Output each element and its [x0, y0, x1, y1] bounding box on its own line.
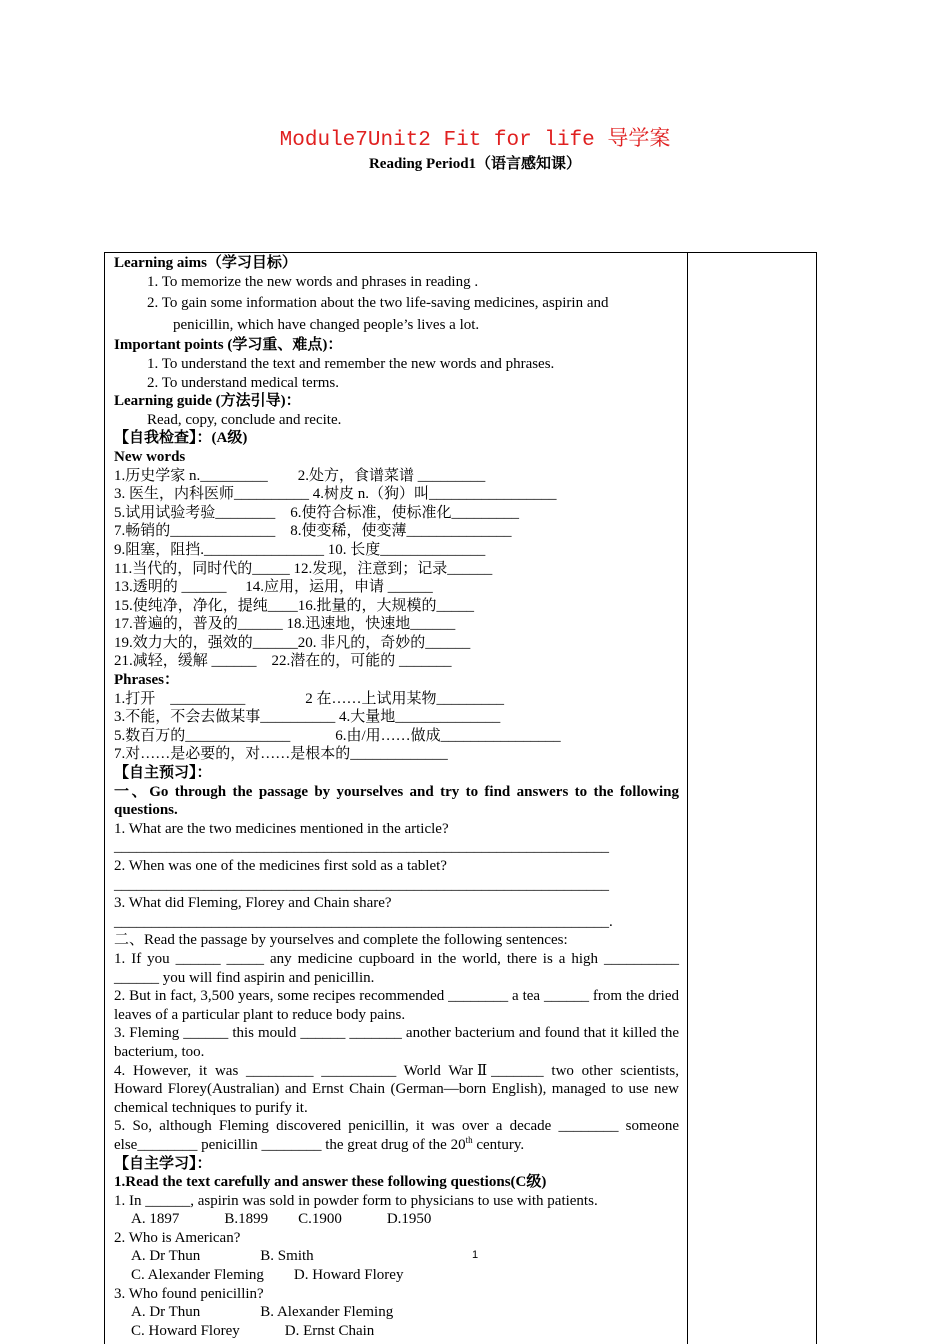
word-item: 5.试用试验考验________ 6.使符合标准，使标准化_________	[114, 504, 520, 521]
mcq-options: A. 1897 B.1899 C.1900 D.1950	[131, 1211, 432, 1228]
word-item: 19.效力大的，强效的______20. 非凡的，奇妙的______	[114, 634, 471, 651]
answer-line: __________________________________________________________________	[114, 876, 609, 893]
word-item: 17.普遍的，普及的______ 18.迅速地，快速地______	[114, 616, 456, 633]
question-item: 1. What are the two medicines mentioned in the article?	[114, 820, 449, 837]
answer-line: __________________________________________________________________.	[114, 913, 613, 930]
sentence-item: 5. So, although Fleming discovered penicillin, it was over a decade ________ someone else________ penicillin ________ the great drug of the 20th century.	[114, 1118, 679, 1153]
sentence-item: 2. But in fact, 3,500 years, some recipes recommended ________ a tea ______ from the dried leaves of a particular plant to reduce body pains.	[114, 988, 679, 1023]
study-heading: 【自主学习】：	[114, 1155, 212, 1172]
preview-heading: 【自主预习】：	[114, 765, 212, 782]
guide-text: Read, copy, conclude and recite.	[147, 411, 342, 428]
phrase-item: 5.数百万的______________ 6.由/用……做成________________	[114, 727, 561, 744]
preview-part1-heading: 一、Go through the passage by yourselves and try to find answers to the following questions.	[114, 783, 679, 819]
worksheet-table	[104, 252, 817, 1344]
study-task-heading: 1.Read the text carefully and answer these following questions(C级)	[114, 1174, 547, 1191]
word-item: 15.使纯净，净化，提纯____16.批量的，大规模的_____	[114, 597, 475, 614]
document-subtitle: Reading Period1（语言感知课）	[368, 156, 582, 172]
mcq-question: 1. In ______, aspirin was sold in powder form to physicians to use with patients.	[114, 1192, 598, 1209]
aim-item-1: 1. To memorize the new words and phrases in reading .	[147, 273, 479, 290]
question-item: 2. When was one of the medicines first sold as a tablet?	[114, 858, 447, 874]
mcq-options: C. Howard Florey D. Ernst Chain	[131, 1322, 375, 1339]
point-item-2: 2. To understand medical terms.	[147, 374, 339, 391]
page-number: 1	[472, 1249, 479, 1261]
mcq-options: A. Dr Thun B. Alexander Fleming	[131, 1304, 394, 1321]
question-item: 3. What did Fleming, Florey and Chain share?	[114, 895, 392, 912]
sentence-item: 4. However, it was _________ __________ World WarⅡ_______ two other scientists, Howard Florey(Australian) and Ernst Chain (German—born English), managed to use new chemical techniques to purify it.	[114, 1062, 679, 1116]
sentence-item: 3. Fleming ______ this mould ______ _______ another bacterium and found that it killed the bacterium, too.	[114, 1025, 679, 1060]
mcq-question: 2. Who is American?	[114, 1229, 241, 1246]
mcq-question: 3. Who found penicillin?	[114, 1285, 264, 1302]
mcq-options: A. Dr Thun B. Smith	[131, 1248, 314, 1265]
guide-heading: Learning guide (方法引导)：	[114, 393, 301, 410]
preview-part2-heading: 二、Read the passage by yourselves and complete the following sentences:	[114, 932, 568, 949]
word-item: 9.阻塞，阻挡.________________ 10. 长度______________	[114, 541, 486, 558]
phrase-item: 3.不能，不会去做某事__________ 4.大量地______________	[114, 709, 501, 726]
points-heading: Important points (学习重、难点)：	[114, 337, 343, 354]
answer-line: __________________________________________________________________	[114, 839, 609, 856]
phrase-item: 7.对……是必要的，对……是根本的_____________	[114, 746, 448, 763]
word-item: 3. 医生，内科医师__________ 4.树皮 n.（狗）叫_________________	[114, 486, 557, 503]
new-words-heading: New words	[114, 448, 186, 465]
document-title: Module7Unit2 Fit for life 导学案	[279, 129, 671, 152]
word-item: 13.透明的 ______ 14.应用，运用，申请 ______	[114, 579, 433, 596]
phrase-item: 1.打开 __________ 2 在……上试用某物_________	[114, 690, 505, 707]
word-item: 7.畅销的______________ 8.使变稀，使变薄______________	[114, 523, 512, 540]
mcq-options: C. Alexander Fleming D. Howard Florey	[131, 1267, 404, 1284]
phrases-heading: Phrases：	[114, 672, 179, 689]
self-check-heading: 【自我检查】：(A级)	[114, 430, 248, 447]
worksheet-content	[114, 254, 679, 1340]
word-item: 11.当代的，同时代的_____ 12.发现，注意到；记录______	[114, 560, 493, 577]
aims-heading: Learning aims（学习目标）	[114, 255, 297, 271]
aim-item-2a: 2. To gain some information about the two life-saving medicines, aspirin and	[147, 295, 609, 312]
aim-item-2b: penicillin, which have changed people’s lives a lot.	[173, 316, 480, 333]
word-item: 1.历史学家 n._________ 2.处方，食谱菜谱 _________	[114, 467, 486, 484]
column-divider	[687, 253, 688, 1344]
word-item: 21.减轻，缓解 ______ 22.潜在的，可能的 _______	[114, 653, 452, 670]
sentence-item: 1. If you ______ _____ any medicine cupboard in the world, there is a high __________ ______ you will find aspirin and penicillin.	[114, 950, 679, 986]
point-item-1: 1. To understand the text and remember the new words and phrases.	[147, 355, 555, 372]
